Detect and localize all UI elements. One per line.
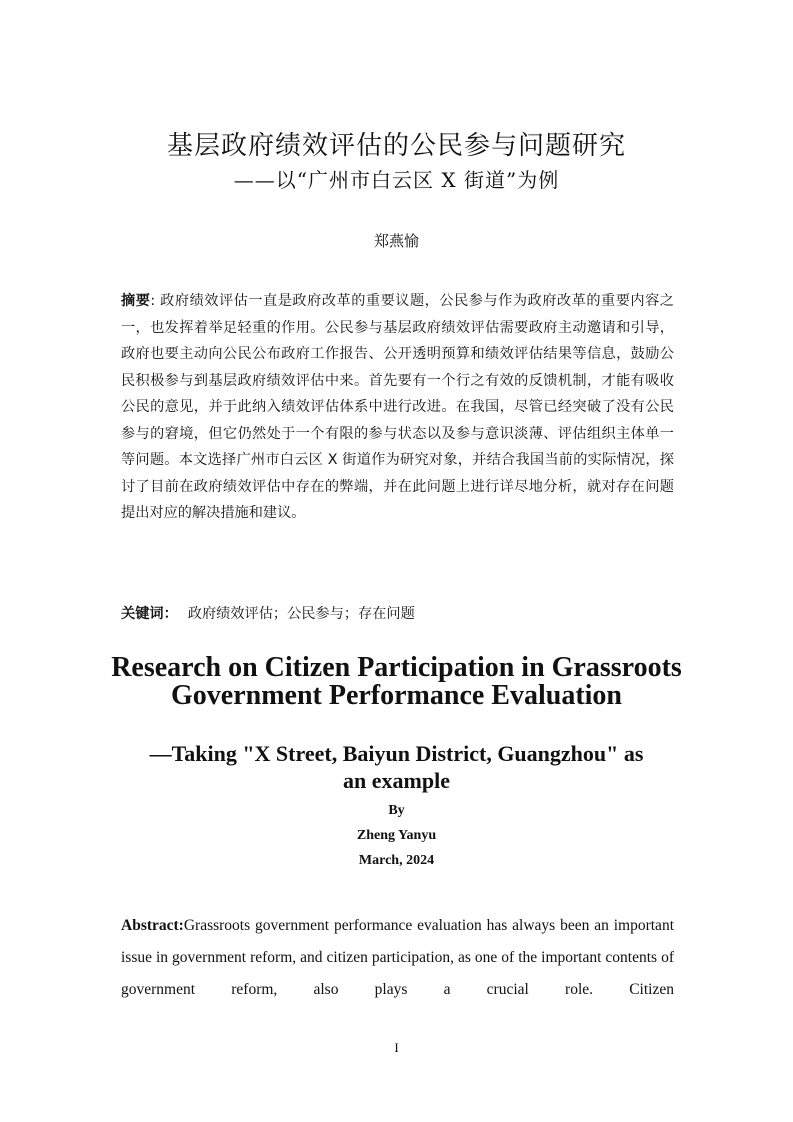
english-subtitle: —Taking "X Street, Baiyun District, Guangzhou" as an example: [149, 741, 644, 793]
english-author: Zheng Yanyu: [356, 828, 437, 843]
chinese-abstract-text: : 政府绩效评估一直是政府改革的重要议题，公民参与作为政府改革的重要内容之一，也发挥着举足轻重的作用。公民参与基层政府绩效评估需要政府主动邀请和引导，政府也要主动向公民公布政府工作报告、公开透明预算和绩效评估结果等信息，鼓励公民积极参与到基层政府绩效评估中来。首先要有一个行之有效的反馈机制，才能有吸收公民的意见，并于此纳入绩效评估体系中进行改进。在我国，尽管已经突破了没有公民参与的窘境，但它仍然处于一个有限的参与状态以及参与意识淡薄、评估组织主体单一等问题。本文选择广州市白云区 X 街道作为研究对象，并结合我国当前的实际情况，探讨了目前在政府绩效评估中存在的弊端，并在此问题上进行详尽地分析，就对存在问题提出对应的解决措施和建议。: [121, 293, 674, 521]
chinese-author: 郑燕愉: [373, 232, 419, 250]
chinese-keywords-value: 政府绩效评估；公民参与；存在问题: [187, 606, 415, 622]
english-title: Research on Citizen Participation in Grassroots Government Performance Evaluation: [111, 652, 682, 711]
english-abstract-label: Abstract:: [121, 917, 184, 934]
chinese-title: 基层政府绩效评估的公民参与问题研究: [166, 131, 626, 161]
english-by: By: [388, 803, 405, 818]
chinese-keywords-label: 关键词：: [121, 606, 178, 622]
chinese-keywords: [121, 601, 674, 627]
chinese-subtitle: ——以“广州市白云区 X 街道”为例: [233, 168, 560, 192]
english-date: March, 2024: [358, 853, 435, 868]
chinese-abstract-label: 摘要: [121, 293, 151, 309]
page-number: I: [394, 1040, 399, 1055]
english-abstract: [121, 910, 674, 1006]
english-abstract-text: Grassroots government performance evaluation has always been an important issue in government reform, and citizen participation, as one of the important contents of government reform, also plays a crucial role. Citizen: [121, 917, 674, 998]
chinese-abstract: [121, 288, 674, 527]
